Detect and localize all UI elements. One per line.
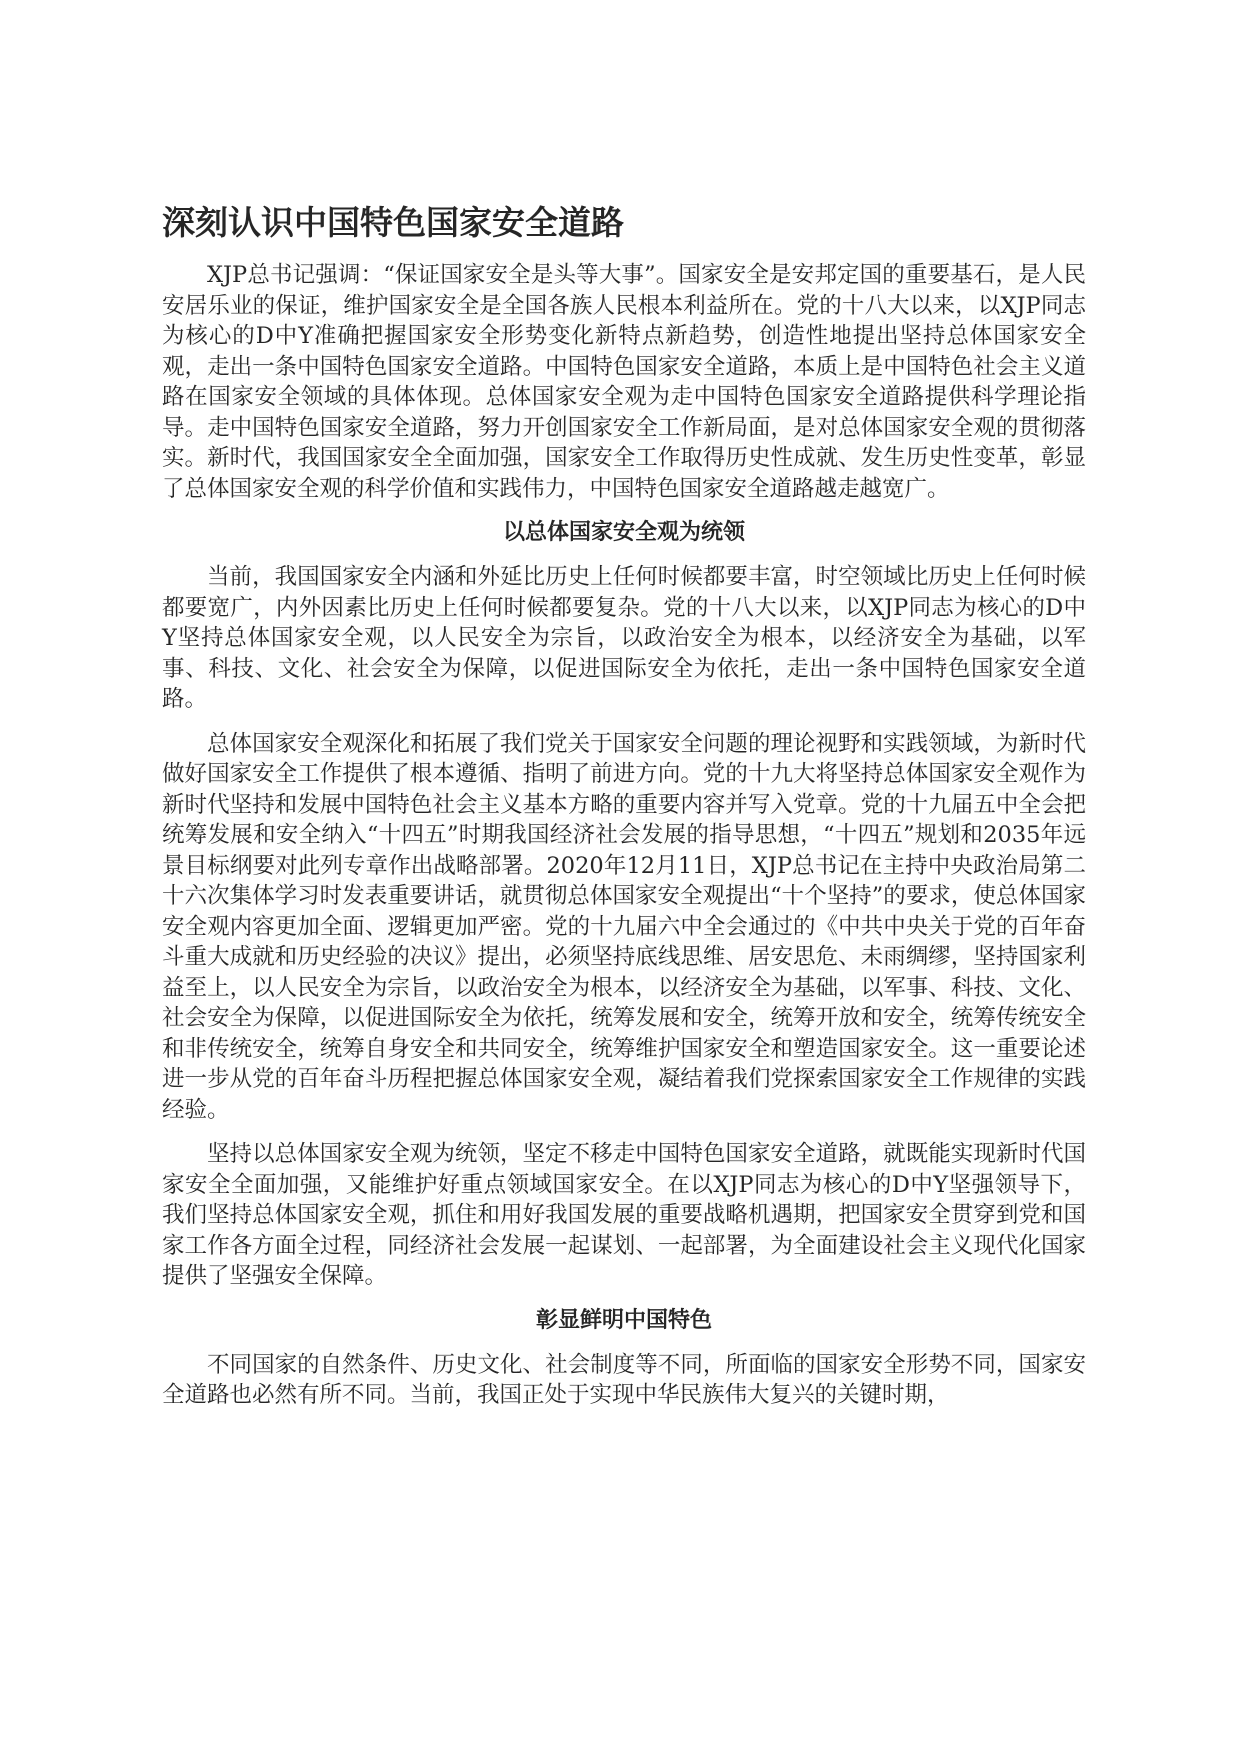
paragraph-intro: XJP总书记强调：“保证国家安全是头等大事”。国家安全是安邦定国的重要基石，是人民安居乐业的保证，维护国家安全是全国各族人民根本利益所在。党的十八大以来，以XJP同志为核心的D中Y准确把握国家安全形势变化新特点新趋势，创造性地提出坚持总体国家安全观，走出一条中国特色国家安全道路。中国特色国家安全道路，本质上是中国特色社会主义道路在国家安全领域的具体体现。总体国家安全观为走中国特色国家安全道路提供科学理论指导。走中国特色国家安全道路，努力开创国家安全工作新局面，是对总体国家安全观的贯彻落实。新时代，我国国家安全全面加强，国家安全工作取得历史性成就、发生历史性变革，彰显了总体国家安全观的科学价值和实践伟力，中国特色国家安全道路越走越宽广。 bbox=[162, 262, 1086, 502]
section-heading-2: 彰显鲜明中国特色 bbox=[535, 1307, 712, 1333]
section-heading-1: 以总体国家安全观为统领 bbox=[502, 520, 745, 545]
paragraph-section1-3: 坚持以总体国家安全观为统领，坚定不移走中国特色国家安全道路，就既能实现新时代国家安全全面加强，又能维护好重点领域国家安全。在以XJP同志为核心的D中Y坚强领导下，我们坚持总体国家安全观，抓住和用好我国发展的重要战略机遇期，把国家安全贯穿到党和国家工作各方面全过程，同经济社会发展一起谋划、一起部署，为全面建设社会主义现代化国家提供了坚强安全保障。 bbox=[162, 1141, 1086, 1289]
paragraph-section2-1: 不同国家的自然条件、历史文化、社会制度等不同，所面临的国家安全形势不同，国家安全道路也必然有所不同。当前，我国正处于实现中华民族伟大复兴的关键时期， bbox=[162, 1351, 1086, 1408]
paragraph-section1-2: 总体国家安全观深化和拓展了我们党关于国家安全问题的理论视野和实践领域，为新时代做好国家安全工作提供了根本遵循、指明了前进方向。党的十九大将坚持总体国家安全观作为新时代坚持和发展中国特色社会主义基本方略的重要内容并写入党章。党的十九届五中全会把统筹发展和安全纳入“十四五”时期我国经济社会发展的指导思想，“十四五”规划和2035年远景目标纲要对此列专章作出战略部署。2020年12月11日，XJP总书记在主持中央政治局第二十六次集体学习时发表重要讲话，就贯彻总体国家安全观提出“十个坚持”的要求，使总体国家安全观内容更加全面、逻辑更加严密。党的十九届六中全会通过的《中共中央关于党的百年奋斗重大成就和历史经验的决议》提出，必须坚持底线思维、居安思危、未雨绸缪，坚持国家利益至上，以人民安全为宗旨，以政治安全为根本，以经济安全为基础，以军事、科技、文化、社会安全为保障，以促进国际安全为依托，统筹发展和安全，统筹开放和安全，统筹传统安全和非传统安全，统筹自身安全和共同安全，统筹维护国家安全和塑造国家安全。这一重要论述进一步从党的百年奋斗历程把握总体国家安全观，凝结着我们党探索国家安全工作规律的实践经验。 bbox=[162, 730, 1086, 1123]
document-title: 深刻认识中国特色国家安全道路 bbox=[162, 203, 624, 242]
paragraph-section1-1: 当前，我国国家安全内涵和外延比历史上任何时候都要丰富，时空领域比历史上任何时候都要宽广，内外因素比历史上任何时候都要复杂。党的十八大以来，以XJP同志为核心的D中Y坚持总体国家安全观，以人民安全为宗旨，以政治安全为根本，以经济安全为基础，以军事、科技、文化、社会安全为保障，以促进国际安全为依托，走出一条中国特色国家安全道路。 bbox=[162, 564, 1086, 712]
document-page bbox=[162, 200, 1086, 1425]
